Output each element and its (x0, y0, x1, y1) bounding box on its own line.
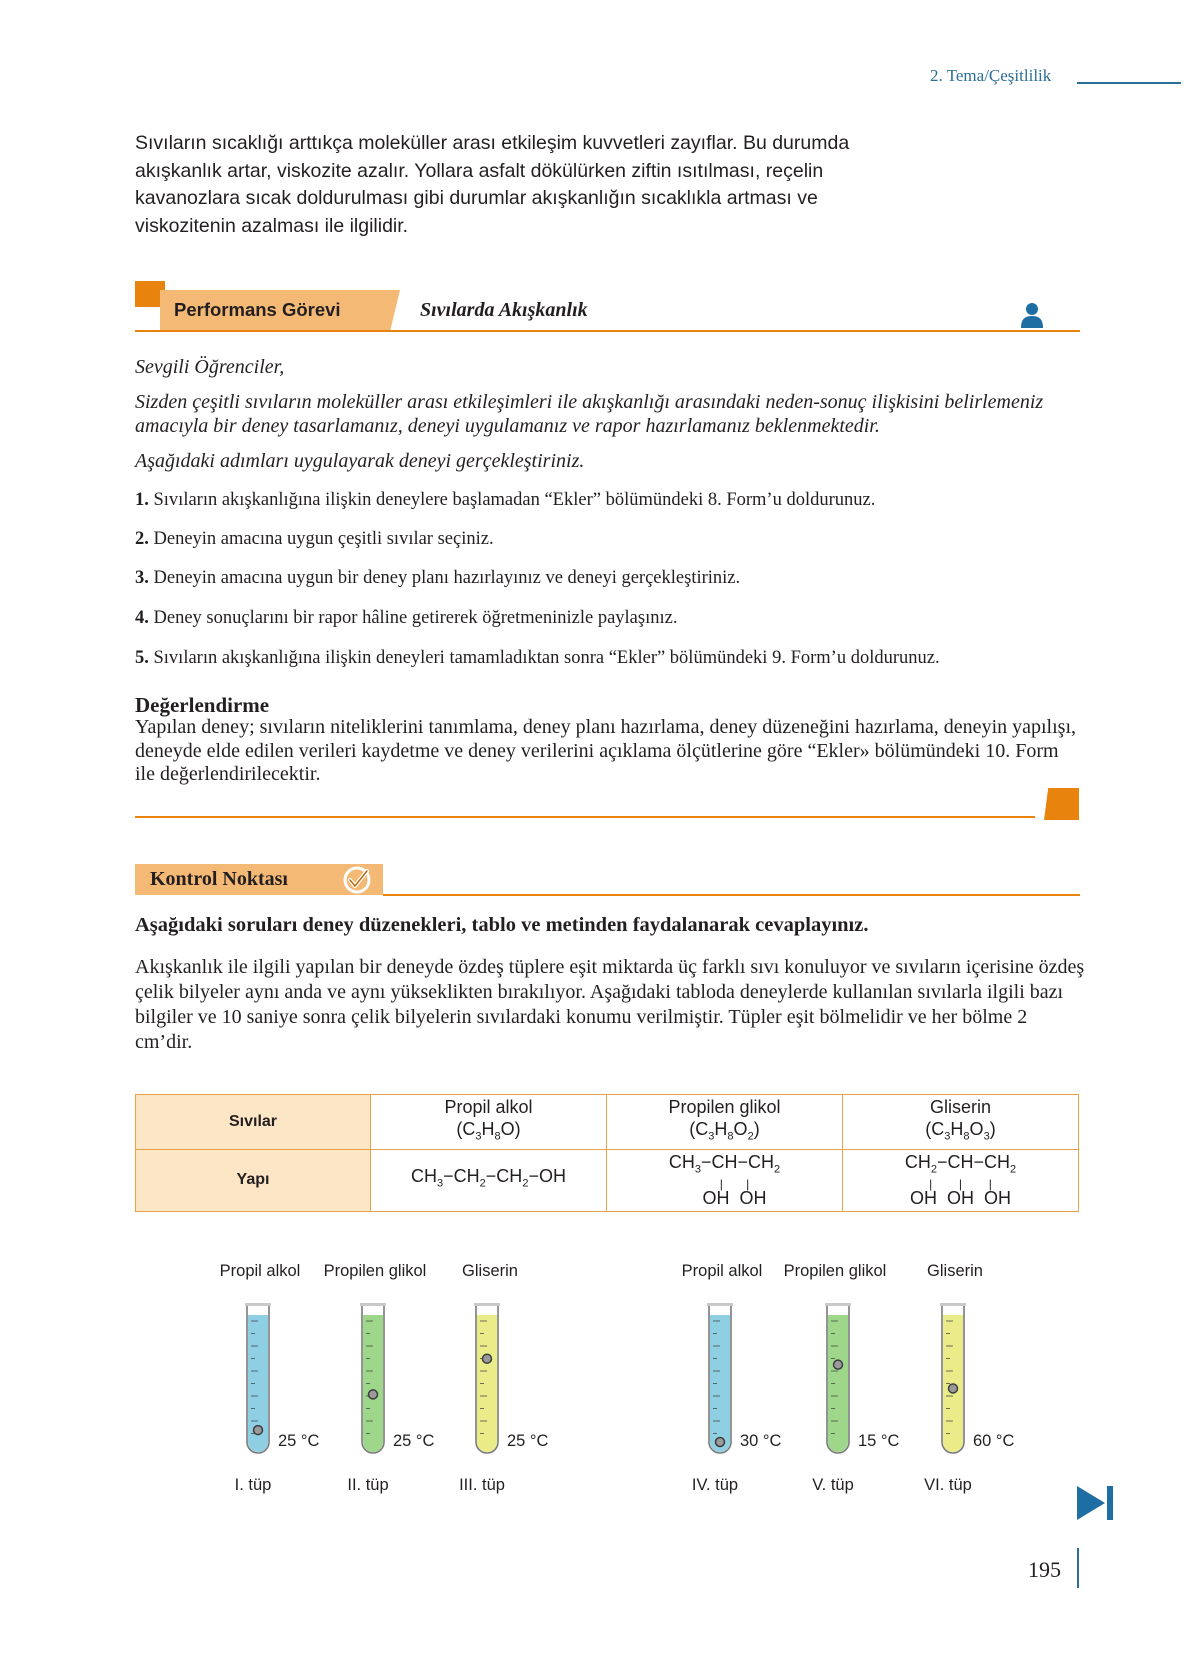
performance-tag: Performans Görevi (174, 299, 341, 320)
structure-formula: $CH_3-CH-CH_2$ (668, 1152, 781, 1176)
tube-rim (360, 1303, 386, 1306)
test-tube (825, 1301, 851, 1463)
question: Aşağıdaki soruları deney düzenekleri, tablo ve metinden faydalanarak cevaplayınız. (135, 914, 869, 936)
steel-ball (254, 1426, 263, 1435)
section-rule (135, 816, 1035, 818)
page-number: 195 (1028, 1557, 1061, 1582)
step-item: 2. Deneyin amacına uygun çeşitli sıvılar seçiniz. (135, 529, 494, 549)
person-icon (1020, 302, 1044, 328)
evaluation-title: Değerlendirme (135, 693, 270, 717)
liquid-name: Propilen glikol (668, 1097, 781, 1117)
table-header-structure: Yapı (136, 1149, 371, 1211)
structure-formula: $CH_3-CH_2-CH_2-OH$ (411, 1166, 566, 1190)
liquid-name: Gliserin (929, 1097, 991, 1117)
tube-number-label: VI. tüp (924, 1476, 972, 1494)
tube-temperature: 25 °C (278, 1432, 320, 1450)
tube-number-label: III. tüp (459, 1476, 505, 1494)
tube-number-label: I. tüp (234, 1476, 272, 1494)
step-item: 5. Sıvıların akışkanlığına ilişkin deneyleri tamamladıktan sonra “Ekler” bölümündeki 9. Form’u doldurunuz. (135, 648, 940, 668)
tube-rim (474, 1303, 500, 1306)
structure-formula: $CH_2-CH-CH_2$ (904, 1152, 1017, 1176)
steel-ball (716, 1438, 725, 1447)
steel-ball (834, 1360, 843, 1369)
tube-temperature: 30 °C (740, 1432, 782, 1450)
tube-rim (245, 1303, 271, 1306)
step-item: 3. Deneyin amacına uygun bir deney planı hazırlayınız ve deneyi gerçekleştiriniz. (135, 568, 741, 588)
liquid-formula: $(C_3H_8O)$ (456, 1119, 521, 1143)
tube-rim (707, 1303, 733, 1306)
steel-ball (369, 1390, 378, 1399)
tube-liquid-label: Gliserin (927, 1262, 983, 1280)
tube-number-label: V. tüp (812, 1476, 854, 1494)
tube-number-label: II. tüp (347, 1476, 389, 1494)
section-end-marker (1044, 788, 1079, 820)
test-tube (940, 1301, 966, 1463)
evaluation-text: Yapılan deney; sıvıların niteliklerini tanımlama, deney planı hazırlama, deney düzeneğini hazırlama, deneyin yapılışı, deneyde elde edilen verileri kaydetme ve deney verilerini açıklama ölçütlerine göre “Ekler» bölümündeki 10. Form ile değerlendirilecektir. (135, 716, 1077, 785)
tube-rim (940, 1303, 966, 1306)
tube-liquid-label: Propil alkol (219, 1262, 301, 1280)
performance-title: Sıvılarda Akışkanlık (420, 299, 588, 321)
instruction: Aşağıdaki adımları uygulayarak deneyi gerçekleştiriniz. (135, 450, 585, 472)
tube-liquid-label: Gliserin (462, 1262, 518, 1280)
test-tube (245, 1301, 271, 1463)
tube-temperature: 25 °C (507, 1432, 549, 1450)
tube-temperature: 15 °C (858, 1432, 900, 1450)
next-page-icon[interactable] (1077, 1486, 1115, 1520)
liquid-name: Propil alkol (444, 1097, 533, 1117)
table-cell (371, 1149, 607, 1211)
step-item: 1. Sıvıların akışkanlığına ilişkin deneylere başlamadan “Ekler” bölümündeki 8. Form’u doldurunuz. (135, 490, 876, 510)
table-cell (607, 1095, 843, 1150)
test-tube (360, 1301, 386, 1463)
tube-liquid-label: Propil alkol (681, 1262, 763, 1280)
intro-paragraph: Sıvıların sıcaklığı arttıkça moleküller arası etkileşim kuvvetleri zayıflar. Bu durumda akışkanlık artar, viskozite azalır. Yollara asfalt dökülürken ziftin ısıtılması, reçelin kavanozlara sıcak doldurulması gibi durumlar akışkanlığın sıcaklıkla artması ve viskozitenin azalması ile ilgilidir. (135, 132, 850, 237)
table-cell: $CH_2-CH-CH_2$ | | | OH OH OH (843, 1149, 1079, 1211)
header-rule (1077, 82, 1181, 84)
greeting: Sevgili Öğrenciler, (135, 356, 285, 378)
liquid-formula: $(C_3H_8O_3)$ (925, 1119, 996, 1143)
control-tag: Kontrol Noktası (150, 868, 288, 890)
liquid-formula: $(C_3H_8O_2)$ (689, 1119, 760, 1143)
steel-ball (483, 1354, 492, 1363)
tube-rim (825, 1303, 851, 1306)
page-number-rule (1077, 1548, 1079, 1588)
banner-rule (135, 330, 1080, 332)
tube-liquid-label: Propilen glikol (323, 1262, 427, 1280)
step-item: 4. Deney sonuçlarını bir rapor hâline getirerek öğretmeninizle paylaşınız. (135, 608, 678, 628)
control-rule (383, 894, 1080, 896)
task-paragraph: Sizden çeşitli sıvıların moleküller arası etkileşimleri ile akışkanlığı arasındaki neden-sonuç ilişkisini belirlemeniz amacıyla bir deney tasarlamanız, deneyi uygulamanız ve rapor hazırlamanız beklenmektedir. (135, 391, 1044, 437)
table-header-liquids: Sıvılar (136, 1095, 371, 1150)
table-cell (371, 1095, 607, 1150)
test-tube (707, 1301, 733, 1463)
tube-number-label: IV. tüp (691, 1476, 739, 1494)
checkmark-icon (342, 865, 372, 895)
experiment-description: Akışkanlık ile ilgili yapılan bir deneyde özdeş tüplere eşit miktarda üç farklı sıvı konuluyor ve sıvıların içerisine özdeş çelik bilyeler aynı anda ve aynı yükseklikten bırakılıyor. Aşağıdaki tabloda deneylerde kullanılan sıvılarla ilgili bazı bilgiler ve 10 saniye sonra çelik bilyelerin sıvılardaki konumu verilmiştir. Tüpler eşit bölmelidir ve her bölme 2 cm’dir. (135, 956, 1085, 1053)
tube-liquid-label: Propilen glikol (783, 1262, 887, 1280)
header-theme: 2. Tema/Çeşitlilik (930, 66, 1052, 85)
tube-temperature: 60 °C (973, 1432, 1015, 1450)
liquids-table (135, 1094, 1079, 1212)
test-tube (474, 1301, 500, 1463)
tube-temperature: 25 °C (393, 1432, 435, 1450)
steel-ball (949, 1384, 958, 1393)
table-cell: $CH_3-CH-CH_2$ | | OH OH (607, 1149, 843, 1211)
table-cell (843, 1095, 1079, 1150)
